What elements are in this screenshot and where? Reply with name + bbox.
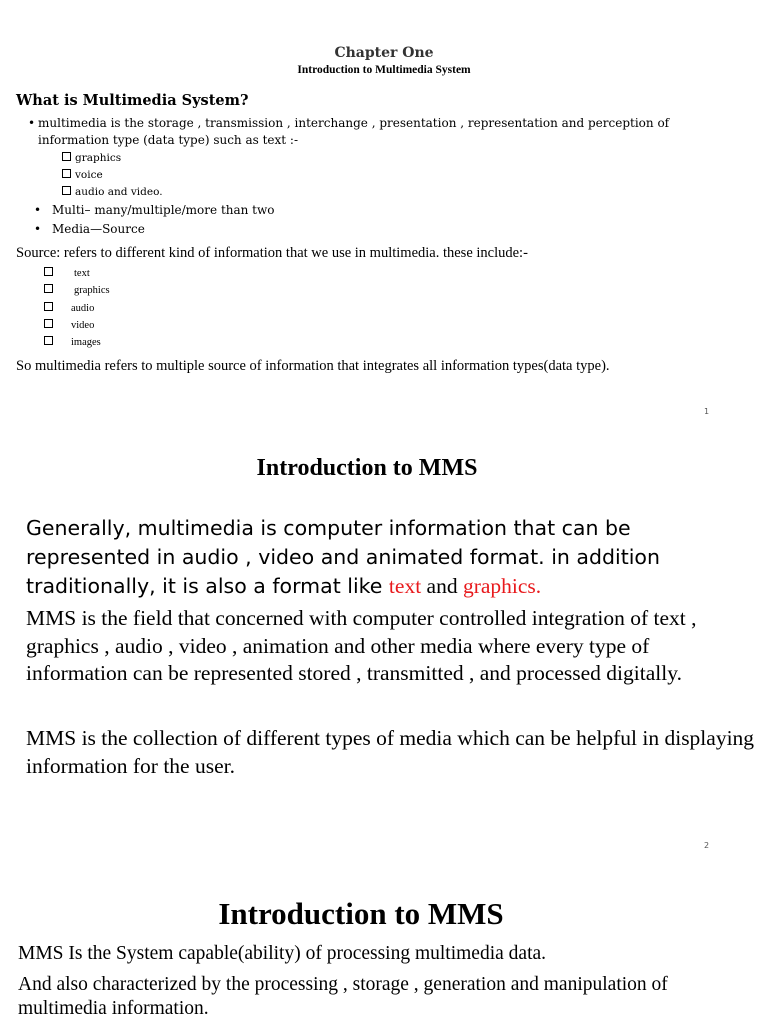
definition-text: multimedia is the storage , transmission , interchange , presentation , representation and perception of information type (data type) such as text :- [38,116,670,147]
bullet-dot: • [28,116,36,130]
slide-title: Introduction to MMS [256,455,478,481]
list-item: graphics [44,282,110,299]
multi-bullet: • Multi– many/multiple/more than two [34,203,275,217]
chapter-subtitle: Introduction to Multimedia System [297,64,471,76]
source-list [44,265,110,351]
highlight-text-word: text [388,574,422,598]
page-number: 2 [704,841,710,850]
list-item: audio and video. [62,184,163,201]
source-text: Source: refers to different kind of information that we use in multimedia. these include:- [16,245,528,261]
square-bullet-icon [44,319,53,328]
list-item: voice [62,167,163,184]
square-bullet-icon [44,302,53,311]
list-item: text [44,265,110,282]
section-heading: What is Multimedia System? [16,92,249,109]
square-bullet-icon [44,336,53,345]
list-item: video [44,317,110,334]
square-bullet-icon [62,169,71,178]
mms-collection-paragraph: MMS is the collection of different types of media which can be helpful in displaying information for the user. [26,726,755,778]
slide-title: Introduction to MMS [218,896,504,931]
bullet-dot: • [34,203,42,217]
mms-system-paragraph: MMS Is the System capable(ability) of processing multimedia data. [18,943,547,964]
summary-paragraph: So multimedia refers to multiple source of information that integrates all information types(data type). [16,358,610,374]
chapter-title: Chapter One [334,45,434,61]
square-bullet-icon [44,267,53,276]
list-item: graphics [62,150,163,167]
list-item: audio [44,300,110,317]
definition-bullet [28,115,738,149]
mms-characterized-paragraph: And also characterized by the processing , storage , generation and manipulation of multimedia information. [18,974,668,1019]
bullet-dot: • [34,222,42,236]
page-number: 1 [704,407,710,416]
definition-subitems [62,150,163,201]
highlight-graphics-word: graphics. [462,574,542,598]
mms-field-paragraph: MMS is the field that concerned with computer controlled integration of text , graphics , audio , video , animation and other media where every type of information can be represented stored , transmitted , and processed digitally. [26,606,697,685]
media-bullet: • Media—Source [34,222,145,236]
square-bullet-icon [62,186,71,195]
intro-paragraph: Generally, multimedia is computer information that can be represented in audio , video and animated format. in addition traditionally, it is also a format like text and graphics. [26,516,660,598]
square-bullet-icon [62,152,71,161]
list-item: images [44,334,110,351]
square-bullet-icon [44,284,53,293]
